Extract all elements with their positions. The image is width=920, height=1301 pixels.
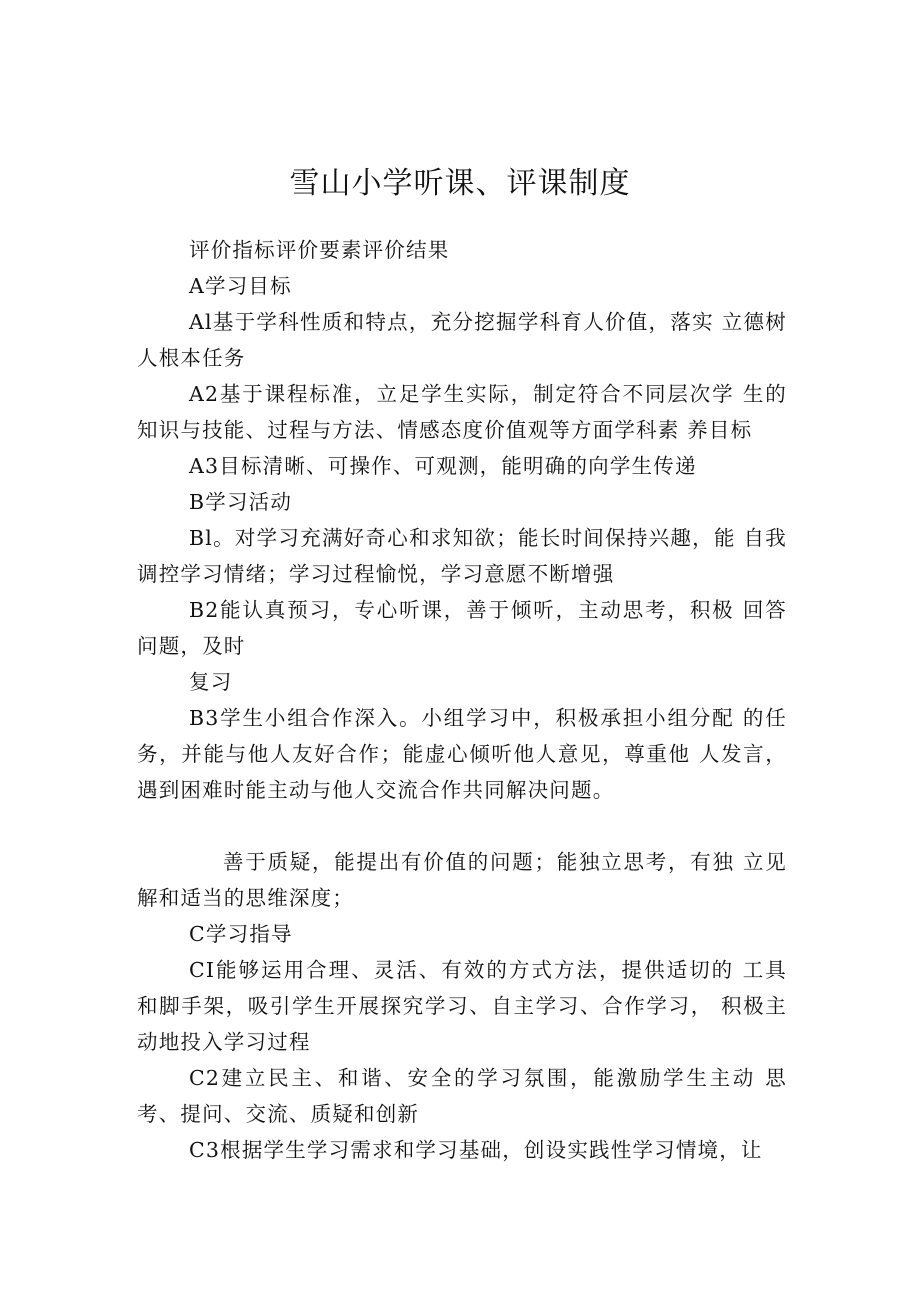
document-title: 雪山小学听课、评课制度 [289,166,631,201]
paragraph-section-c: C学习指导 [189,922,293,946]
paragraph-b2: B2能认真预习，专心听课，善于倾听，主动思考，积极 回答问题，及时 [137,598,787,658]
paragraph-c3: C3根据学生学习需求和学习基础，创设实践性学习情境，让 [189,1138,763,1162]
paragraph-b1: Bl。对学习充满好奇心和求知欲；能长时间保持兴趣，能 自我调控学习情绪；学习过程愉悦，学习意愿不断增强 [137,526,787,586]
paragraph-a3: A3目标清晰、可操作、可观测，能明确的向学生传递 [189,454,697,478]
paragraph-gap [137,808,787,844]
paragraph-b3: B3学生小组合作深入。小组学习中，积极承担小组分配 的任务，并能与他人友好合作；能虚心倾听他人意见，尊重他 人发言，遇到困难时能主动与他人交流合作共同解决问题。 [137,706,787,802]
paragraph-section-a: A学习目标 [189,274,292,298]
paragraph-c2: C2建立民主、和谐、安全的学习氛围，能激励学生主动 思考、提问、交流、质疑和创新 [137,1066,787,1126]
paragraph-questioning: 善于质疑，能提出有价值的问题；能独立思考，有独 立见解和适当的思维深度； [137,850,787,910]
paragraph-a2: A2基于课程标准，立足学生实际，制定符合不同层次学 生的知识与技能、过程与方法、情感态度价值观等方面学科素 养目标 [137,382,787,442]
paragraph-section-b: B学习活动 [189,490,293,514]
paragraph-c1: CI能够运用合理、灵活、有效的方式方法，提供适切的 工具和脚手架，吸引学生开展探究学习、自主学习、合作学习， 积极主动地投入学习过程 [137,958,787,1054]
document-body [137,232,787,1168]
paragraph-evaluation-header: 评价指标评价要素评价结果 [189,238,450,262]
paragraph-a1: Al基于学科性质和特点，充分挖掘学科育人价值，落实 立德树人根本任务 [137,310,787,370]
paragraph-b2-continued: 复习 [189,670,233,694]
